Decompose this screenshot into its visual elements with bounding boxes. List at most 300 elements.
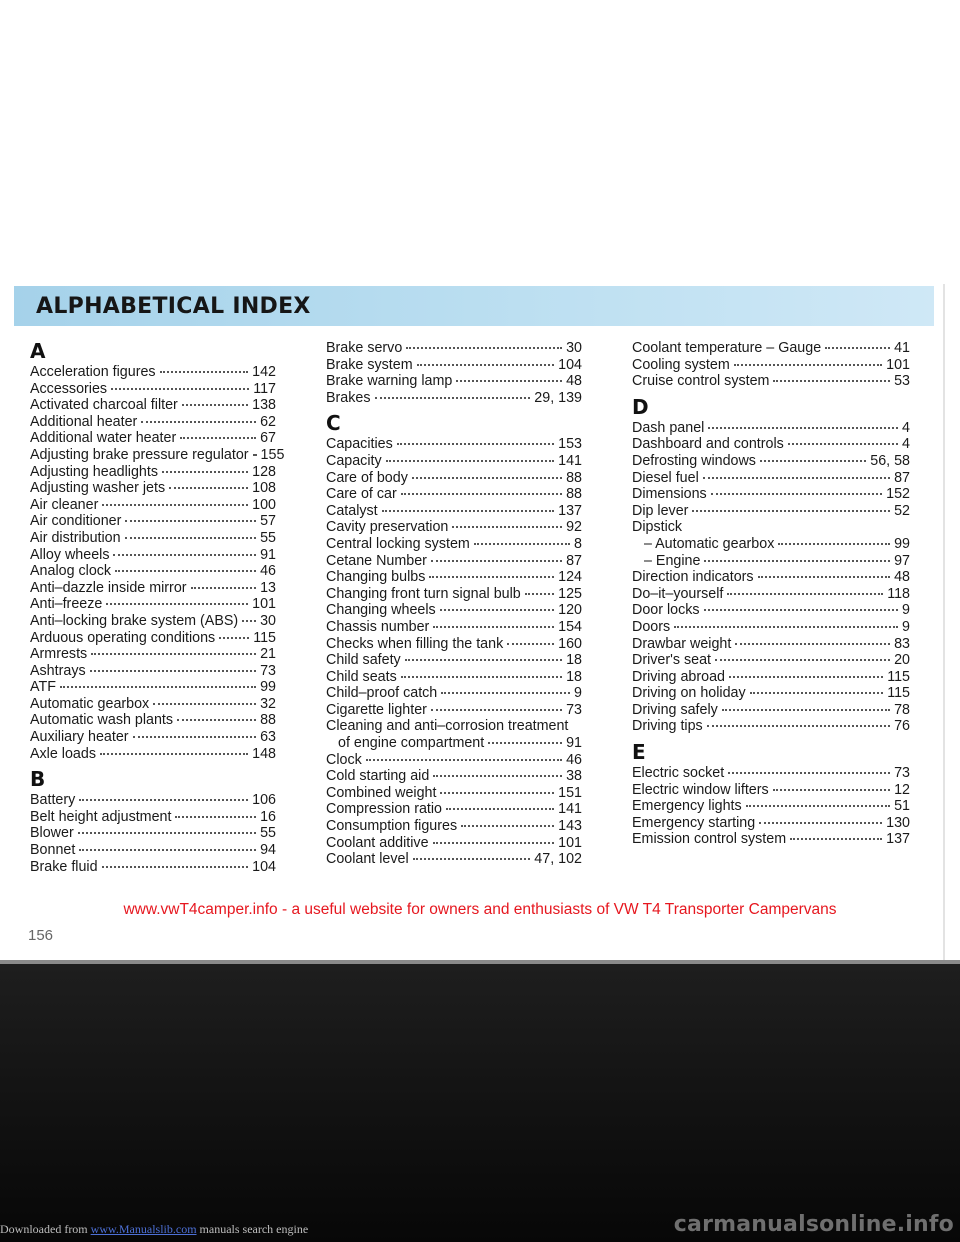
dot-leader [386,460,555,462]
entry-term: Acceleration figures [30,364,156,380]
entry-term: Child seats [326,668,397,685]
entry-term: Adjusting washer jets [30,480,166,497]
index-entry [30,809,276,826]
index-entry [632,718,910,735]
index-entry [632,619,910,636]
entry-pages: 46 [566,751,582,768]
entry-pages: 88 [566,469,582,486]
entry-pages: 78 [894,701,910,718]
entry-term: Arduous operating conditions [30,629,216,646]
index-entry [632,636,910,653]
entry-pages: 118 [887,585,910,602]
index-entry [326,685,582,702]
entry-term: Door locks [632,602,700,619]
entry-term: Do–it–yourself [632,585,724,602]
dot-leader [440,792,554,794]
entry-pages: 87 [566,552,582,569]
entry-term: Drawbar weight [632,635,732,652]
index-entry [632,486,910,503]
entry-term: Dipstick [632,519,683,536]
dot-leader [382,510,554,512]
index-entry [30,381,276,398]
entry-term: Child safety [326,652,401,669]
dot-leader [90,670,256,672]
dot-leader [674,626,898,628]
entry-pages: 99 [894,535,910,552]
index-entry-heading [632,519,910,536]
entry-pages: 46 [260,563,276,580]
dot-leader [433,842,555,844]
entry-pages: 124 [558,569,582,586]
dot-leader [242,620,256,622]
entry-term: Bonnet [30,842,76,859]
dot-leader [704,560,890,562]
entry-term: Coolant temperature – Gauge [632,340,822,356]
entry-term: Cooling system [632,356,730,373]
dot-leader [735,643,890,645]
entry-pages: 13 [260,579,276,596]
index-entry [30,842,276,859]
entry-pages: 141 [558,452,582,469]
dot-leader [773,789,890,791]
entry-pages: 153 [558,436,582,453]
entry-term: Adjusting headlights [30,463,158,480]
entry-term: Capacity [326,452,382,469]
dot-leader [182,404,248,406]
entry-term: Care of car [326,486,397,503]
dot-leader [417,364,555,366]
entry-pages: 55 [260,825,276,842]
index-entry [632,503,910,520]
dot-leader [746,805,890,807]
index-entry [30,712,276,729]
index-entry [632,357,910,374]
index-entry [30,646,276,663]
entry-pages: 92 [566,519,582,536]
entry-term: Electric socket [632,765,725,782]
entry-pages: 100 [252,496,276,513]
entry-term: Diesel fuel [632,469,699,486]
download-notice [0,1222,308,1237]
entry-pages: 137 [886,831,910,848]
index-entry [30,696,276,713]
dot-leader [773,380,890,382]
entry-pages: 155 [260,446,285,463]
entry-term: Capacities [326,436,393,453]
dot-leader [115,570,256,572]
entry-pages: 4 [902,419,910,436]
entry-term: Changing front turn signal bulb [326,585,521,602]
entry-pages: 108 [252,480,276,497]
index-entry [632,669,910,686]
entry-term: of engine compartment [338,735,485,752]
dot-leader [692,510,890,512]
entry-term: Chassis number [326,618,430,635]
section-letter: B [30,767,46,792]
section-letter: C [326,411,341,436]
entry-pages: 125 [558,585,582,602]
index-entry [632,586,910,603]
entry-term: Defrosting windows [632,452,756,469]
index-entry [326,503,582,520]
index-entry [30,397,276,414]
entry-term: Brake system [326,356,413,373]
index-entry [632,602,910,619]
download-suffix: manuals search engine [199,1222,309,1236]
entry-pages: 97 [894,552,910,569]
index-entry [326,735,582,752]
entry-term: Cetane Number [326,552,427,569]
entry-pages: 154 [558,618,582,635]
index-entry [326,768,582,785]
index-entry [326,602,582,619]
index-entry [30,364,276,381]
index-entry [30,530,276,547]
section-letter: E [632,740,646,765]
entry-pages: 9 [574,685,582,702]
dot-leader [175,816,256,818]
index-entry [632,652,910,669]
entry-pages: 94 [260,842,276,859]
dot-leader [433,626,554,628]
dot-leader [191,587,257,589]
entry-term: Air conditioner [30,513,122,530]
dot-leader [413,858,531,860]
dot-leader [401,493,562,495]
entry-term: Electric window lifters [632,781,769,798]
dot-leader [474,543,570,545]
dot-leader [446,808,554,810]
dot-leader [141,421,256,423]
entry-term: Analog clock [30,563,112,580]
dot-leader [759,822,882,824]
dot-leader [113,554,256,556]
dot-leader [728,772,890,774]
entry-pages: 12 [894,781,910,798]
page-number: 156 [28,927,54,944]
entry-term: Cleaning and anti–corrosion treatment [326,718,569,735]
entry-pages: 20 [894,652,910,669]
entry-term: Emergency starting [632,814,756,831]
entry-term: Adjusting brake pressure regulator [30,446,249,463]
index-entry [632,420,910,437]
entry-pages: 48 [566,373,582,390]
entry-pages: 99 [260,679,276,696]
index-entry [632,831,910,848]
entry-pages: 53 [894,373,910,390]
entry-pages: 9 [902,602,910,619]
entry-pages: 16 [260,808,276,825]
index-entry [326,390,582,407]
dot-leader [703,477,890,479]
entry-term: Emergency lights [632,798,742,815]
dot-leader [125,537,257,539]
dot-leader [133,736,257,738]
index-entry [632,765,910,782]
index-entry [326,569,582,586]
entry-term: Dashboard and controls [632,436,784,453]
entry-term: Anti–dazzle inside mirror [30,579,187,596]
entry-term: Dip lever [632,502,689,519]
dot-leader [429,576,554,578]
entry-pages: 48 [894,569,910,586]
entry-term: Additional water heater [30,430,177,447]
entry-pages: 151 [558,784,582,801]
index-entry [632,815,910,832]
entry-term: Catalyst [326,502,378,519]
index-entry [326,340,582,357]
entry-term: Child–proof catch [326,685,438,702]
dot-leader [162,471,248,473]
index-entry [30,480,276,497]
index-entry [30,414,276,431]
dot-leader [727,593,883,595]
entry-pages: 104 [252,858,276,875]
section-letter: A [30,339,46,363]
index-entry [30,630,276,647]
entry-pages: 141 [558,801,582,818]
index-entry [326,486,582,503]
entry-term: Air cleaner [30,496,99,513]
index-entry [326,669,582,686]
dot-leader [790,838,882,840]
dot-leader [788,443,898,445]
entry-term: Automatic wash plants [30,712,174,729]
dot-leader [253,454,257,456]
entry-term: Changing wheels [326,602,436,619]
entry-pages: 73 [566,701,582,718]
entry-term: Anti–freeze [30,596,103,613]
entry-pages: 143 [558,818,582,835]
index-entry [326,818,582,835]
dot-leader [160,371,249,373]
entry-pages: 152 [886,486,910,503]
entry-pages: 38 [566,768,582,785]
entry-pages: 73 [260,662,276,679]
index-entry [632,685,910,702]
entry-term: Brake fluid [30,858,98,875]
dot-leader [91,653,256,655]
dot-leader [825,347,890,349]
dot-leader [704,609,899,611]
dot-leader [715,659,890,661]
entry-pages: 106 [252,792,276,809]
entry-term: Coolant level [326,851,409,868]
entry-pages: 142 [252,364,276,380]
index-entry [326,801,582,818]
entry-term: Anti–locking brake system (ABS) [30,612,239,629]
dot-leader [722,709,890,711]
dot-leader [431,709,562,711]
index-entry [632,340,910,357]
index-entry [30,746,276,763]
dot-leader [405,659,562,661]
index-entry [326,373,582,390]
entry-pages: 128 [252,463,276,480]
dot-leader [431,560,562,562]
index-entry [632,436,910,453]
entry-term: Combined weight [326,784,437,801]
dot-leader [488,742,562,744]
index-entry [30,613,276,630]
index-entry [326,357,582,374]
dot-leader [60,686,256,688]
entry-term: Ashtrays [30,662,86,679]
dot-leader [708,427,898,429]
entry-pages: 63 [260,729,276,746]
dot-leader [397,443,554,445]
entry-pages: 67 [260,430,276,447]
index-entry [326,553,582,570]
dot-leader [169,487,248,489]
dot-leader [401,676,562,678]
entry-term: Clock [326,751,362,768]
index-entry [30,513,276,530]
index-entry [326,436,582,453]
page-title: ALPHABETICAL INDEX [36,294,311,319]
entry-pages: 30 [566,340,582,356]
entry-pages: 120 [558,602,582,619]
entry-pages: 18 [566,652,582,669]
entry-pages: 83 [894,635,910,652]
index-entry [326,851,582,868]
index-entry [30,792,276,809]
entry-pages: 56, 58 [870,452,910,469]
dot-leader [778,543,890,545]
entry-pages: 101 [252,596,276,613]
entry-pages: 130 [886,814,910,831]
index-entry [30,679,276,696]
entry-term: Additional heater [30,413,138,430]
page-edge-line [943,284,945,960]
entry-term: Brakes [326,389,371,406]
entry-pages: 57 [260,513,276,530]
dot-leader [440,609,554,611]
dot-leader [750,692,884,694]
entry-term: Brake warning lamp [326,373,453,390]
index-entry [326,536,582,553]
index-subentry [632,553,910,570]
index-entry [632,798,910,815]
entry-pages: 91 [566,735,582,752]
index-entry [326,652,582,669]
entry-pages: 160 [558,635,582,652]
entry-pages: 18 [566,668,582,685]
dot-leader [525,593,554,595]
index-entry [30,859,276,876]
dot-leader [100,753,248,755]
entry-term: Care of body [326,469,408,486]
entry-term: Battery [30,792,76,809]
section-letter: D [632,394,649,419]
entry-term: Cold starting aid [326,768,430,785]
dot-leader [760,460,866,462]
dot-leader [125,520,256,522]
index-subentry [632,536,910,553]
entry-pages: 62 [260,413,276,430]
index-entry [326,470,582,487]
dot-leader [153,703,256,705]
index-entry [30,430,276,447]
index-entry [30,825,276,842]
index-entry [632,373,910,390]
index-entry [632,702,910,719]
dot-leader [456,380,562,382]
entry-pages: 55 [260,529,276,546]
index-entry [30,729,276,746]
index-entry [326,636,582,653]
dot-leader [707,725,890,727]
entry-pages: 115 [887,668,910,685]
index-entry [326,835,582,852]
dot-leader [711,493,882,495]
index-entry [30,663,276,680]
entry-pages: 52 [894,502,910,519]
dot-leader [79,799,248,801]
index-entry [30,497,276,514]
dot-leader [366,759,562,761]
dot-leader [461,825,554,827]
entry-pages: 73 [894,765,910,782]
index-entry [632,470,910,487]
dot-leader [433,775,562,777]
entry-term: Axle loads [30,745,96,762]
index-entry [326,453,582,470]
entry-pages: 88 [260,712,276,729]
entry-term: Dimensions [632,486,707,503]
entry-term: Automatic gearbox [30,695,150,712]
index-entry [30,580,276,597]
entry-term: Central locking system [326,535,470,552]
index-entry [30,547,276,564]
dot-leader [111,388,249,390]
index-entry [326,619,582,636]
entry-term: Doors [632,618,671,635]
dot-leader [734,364,882,366]
index-entry [326,785,582,802]
entry-term: Changing bulbs [326,569,426,586]
entry-term: Armrests [30,646,88,663]
entry-term: Accessories [30,380,108,397]
index-entry [30,446,285,464]
entry-pages: 21 [260,646,276,663]
index-column-3 [632,340,910,848]
dot-leader [729,676,883,678]
entry-term: Belt height adjustment [30,808,172,825]
entry-term: Driving abroad [632,668,725,685]
entry-term: Cavity preservation [326,519,449,536]
dot-leader [79,849,256,851]
entry-pages: 87 [894,469,910,486]
entry-term: Consumption figures [326,818,458,835]
manualslib-link[interactable]: www.Manualslib.com [90,1222,197,1236]
dot-leader [452,526,562,528]
index-entry [632,569,910,586]
entry-term: Compression ratio [326,801,443,818]
entry-term: Blower [30,825,74,842]
entry-pages: 137 [558,502,582,519]
index-entry [326,586,582,603]
index-entry [326,752,582,769]
entry-pages: 101 [886,356,910,373]
dot-leader [507,643,554,645]
scan-dark-band [0,964,960,1242]
dot-leader [441,692,570,694]
entry-pages: 29, 139 [534,389,582,406]
dot-leader [180,437,256,439]
entry-pages: 30 [260,612,276,629]
index-entry [632,782,910,799]
